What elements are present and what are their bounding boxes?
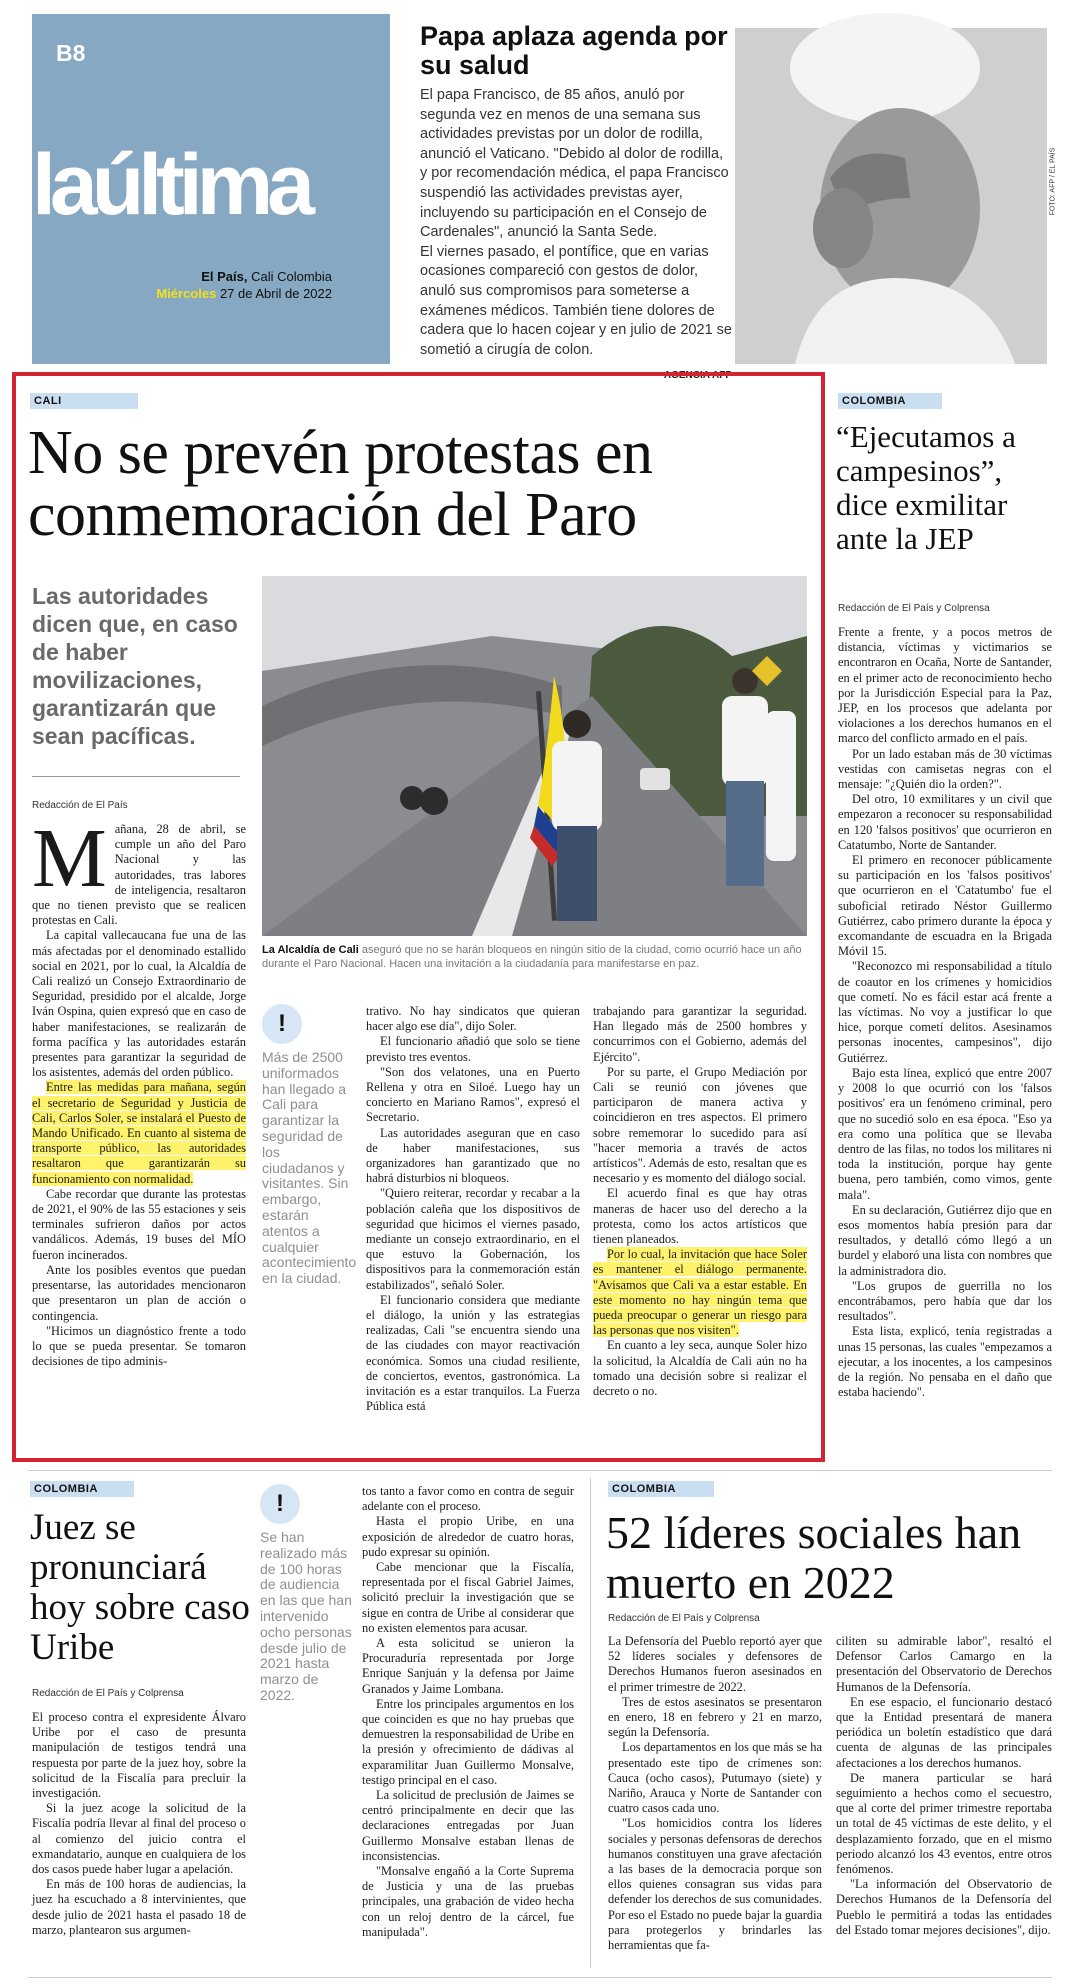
main-photo xyxy=(262,576,807,936)
pope-photo xyxy=(735,28,1057,364)
main-byline: Redacción de El País xyxy=(32,800,128,811)
exclamation-icon: ! xyxy=(262,1004,302,1044)
main-kicker: CALI xyxy=(30,393,138,409)
juez-c2-p2: Hasta el propio Uribe, en una exposición de alrededor de cuatro horas, pudo expresar su opinión. xyxy=(362,1514,574,1559)
street-scene-illustration xyxy=(262,576,807,936)
main-c1-p4: Cabe recordar que durante las protestas de 2021, el 90% de las 55 estaciones y seis terminales sufrieron daños por actos vandálicos. Además, 19 buses del MÍO fueron incinerados. xyxy=(32,1186,246,1262)
juez-alert-box xyxy=(260,1484,352,1704)
main-c2-p6: El funcionario considera que mediante el diálogo, la unión y las estrategias realizadas, Cali "se encuentra siendo una de las ciudades con mayor reactivación económica. Somos una ciudad resiliente, de conciertos, eventos, gastronómica. La invitación es a estar tranquilos. La Fuerza Pública está xyxy=(366,1292,580,1414)
juez-c2-p3: Cabe mencionar que la Fiscalía, representada por el fiscal Gabriel Jaimes, solicitó precluir la investigación que se sigue en contra de Uribe al considerar que no existen elementos para acusar. xyxy=(362,1560,574,1635)
lideres-c2-p3: De manera particular se hará seguimiento a hechos como el secuestro, que al corte del primer trimestre reportaba un total de 45 víctimas de este delito, y el desplazamiento forzado, que en el mismo periodo alcanzó los 43 eventos, entre otros fenómenos. xyxy=(836,1770,1052,1877)
main-c3-p4-highlighted: Por lo cual, la invitación que hace Soler es mantener el diálogo permanente. "Avisamos que Cali va a estar estable. En este momento no hay ningún tema que pueda preocupar o generar un riesgo para las personas que nos visiten". xyxy=(593,1247,807,1338)
lideres-p2: Tres de estos asesinatos se presentaron en enero, 18 en febrero y 21 en marzo, según la Defensoría. xyxy=(608,1694,822,1740)
juez-p3: En más de 100 horas de audiencias, la juez ha escuchado a 8 intervinientes, que desde julio de 2021 hasta el pasado 18 de marzo, plantearon sus argumen- xyxy=(32,1877,246,1937)
juez-column-1 xyxy=(32,1710,246,1938)
side-p9: Esta lista, explicó, tenía registradas a unas 15 personas, las cuales "empezamos a ejecutar, a los inocentes, a los campesinos de la región. No pensaba en el daño que estaba haciendo". xyxy=(838,1324,1052,1400)
juez-alert-text: Se han realizado más de 100 horas de audiencia en las que han intervenido ocho personas desde julio de 2021 hasta marzo de 2022. xyxy=(260,1529,352,1703)
main-c1-p3-highlighted: Entre las medidas para mañana, según el secretario de Seguridad y Justicia de Cali, Carlos Soler, se instalará el Puesto de Mando Unificado. En cuanto al sistema de transporte público, las autoridades resaltaron que garantizarán su funcionamiento con normalidad. xyxy=(32,1080,246,1186)
main-column-1 xyxy=(32,812,246,1369)
juez-kicker: COLOMBIA xyxy=(30,1481,134,1497)
lideres-column-2 xyxy=(836,1634,1052,1938)
main-column-2 xyxy=(366,1004,580,1414)
side-kicker: COLOMBIA xyxy=(838,393,942,409)
lideres-c2-p4: "La información del Observatorio de Derechos Humanos de la Defensoría del Pueblo le permitirá a todas las entidades del Estado tomar mejores decisiones", dijo. xyxy=(836,1877,1052,1937)
caption-lead: La Alcaldía de Cali xyxy=(262,944,359,956)
paper-name: El País, xyxy=(201,269,248,284)
main-c2-p5: "Quiero reiterar, recordar y recabar a la población caleña que los dispositivos de seguridad que hicimos el viernes pasado, mediante un consejo extraordinario, en el que estuvo la Gobernación, los dispositivos para la conmemoración están estabilizados", señaló Soler. xyxy=(366,1186,580,1292)
side-p1: Frente a frente, y a pocos metros de distancia, víctimas y victimarios se encontraron en Ocaña, Norte de Santander, en el primer acto de reconocimiento hecho por la Jurisdicción Especial para la Paz, JEP, en los procesos que adelanta por violaciones a los derechos humanos en el marco del conflicto armado en el país. xyxy=(838,625,1052,746)
main-alert-box xyxy=(262,1004,357,1287)
main-c2-p3: "Son dos velatones, una en Puerto Rellena y otra en Siloé. Luego hay un concierto en Mariano Ramos", expresó el Secretario. xyxy=(366,1064,580,1125)
main-alert-text: Más de 2500 uniformados han llegado a Cali para garantizar la seguridad de los ciudadanos y visitantes. Sin embargo, estarán atentos a cualquier acontecimiento en la ciudad. xyxy=(262,1049,357,1287)
main-c3-p3: El acuerdo final es que hay otras maneras de hacer uso del derecho a la protesta, como los actos artísticos que tienen planeados. xyxy=(593,1186,807,1247)
juez-p2: Si la juez acoge la solicitud de la Fiscalía podría llevar al final del proceso o al comienzo del juicio contra el exmandatario, aunque en cualquiera de los dos casos puede haber lugar a apelación. xyxy=(32,1801,246,1877)
side-column xyxy=(838,625,1052,1400)
exclamation-icon: ! xyxy=(260,1484,300,1524)
juez-c2-p1: tos tanto a favor como en contra de seguir adelante con el proceso. xyxy=(362,1484,574,1514)
deck-rule xyxy=(32,776,240,777)
side-p3: Del otro, 10 exmilitares y un civil que empezaron a reconocer su responsabilidad en 120 'falsos positivos' que ocurrieron en Catatumbo, Norte de Santander. xyxy=(838,792,1052,852)
lideres-p1: La Defensoría del Pueblo reportó ayer que 52 líderes sociales y defensores de Derechos Humanos fueron asesinados en el primer trimestre de 2022. xyxy=(608,1634,822,1694)
side-headline: “Ejecutamos a campesinos”, dice exmilitar ante la JEP xyxy=(836,419,1016,556)
paper-city: Cali Colombia xyxy=(251,269,332,284)
page-number: B8 xyxy=(56,40,86,66)
main-c3-p2: Por su parte, el Grupo Mediación por Cali se reunió con jóvenes que participaron de manera activa y coincidieron en tres aspectos. El primero sobre rememorar lo sucedido para así "hacer memoria a través de actos artísticos". Además de esto, resaltan que es necesario y es momento del diálogo social. xyxy=(593,1064,807,1186)
main-photo-caption xyxy=(262,943,807,971)
side-p6: Bajo esta línea, explicó que entre 2007 y 2008 lo que ocurrió con los 'falsos positivos' era un fenómeno criminal, pero que no sucedió solo en esa época. "Eso ya era como una política que se llevaba dentro de las filas, no todos los militares ni toda la institución, porque hay gente buena, pero también, como vimos, gente mala". xyxy=(838,1065,1052,1202)
section-title-part2: última xyxy=(91,137,309,233)
main-c1-p6: "Hicimos un diagnóstico frente a todo lo que se pueda presentar. Se tomaron decisiones de tipo adminis- xyxy=(32,1323,246,1369)
papa-body-1: El papa Francisco, de 85 años, anuló por segunda vez en menos de una semana sus actividades previstas por un dolor de rodilla, anunció el Vaticano. "Debido al dolor de rodilla, y por recomendación médica, el papa Francisco suspendió las actividades previstas ayer, incluyendo su participación en el Consejo de Cardenales", anunció la Santa Sede. xyxy=(420,87,729,241)
main-headline: No se prevén protestas en conmemoración del Paro xyxy=(28,419,653,549)
juez-c2-p6: La solicitud de preclusión de Jaimes se centró principalmente en decir que las declaraciones entregadas por Juan Guillermo Monsalve estaban llenas de inconsistencias. xyxy=(362,1788,574,1863)
juez-p1: El proceso contra el expresidente Álvaro Uribe por el caso de presunta manipulación de testigos tendrá una respuesta por parte de la juez hoy, sobre la solicitud de la Fiscalía para precluir la investigación. xyxy=(32,1710,246,1801)
column-divider xyxy=(590,1478,591,1968)
lideres-column-1 xyxy=(608,1634,822,1953)
main-c3-p5: En cuanto a ley seca, aunque Soler hizo la solicitud, la Alcaldía de Cali aún no ha tomado una decisión sobre si realizar el decreto o no. xyxy=(593,1338,807,1399)
section-divider xyxy=(28,1470,1052,1471)
juez-column-2 xyxy=(362,1484,574,1940)
caption-text: aseguró que no se harán bloqueos en ningún sitio de la ciudad, como ocurrió hace un año durante el Paro Nacional. Hacen una invitación a la ciudadanía para manifestarse en paz. xyxy=(262,944,802,970)
main-c1-p2: La capital vallecaucana fue una de las más afectadas por el denominado estallido social en 2021, por lo cual, la Alcaldía de Cali realizó un Consejo Extraordinario de Seguridad, presidido por el alcalde, Jorge Iván Ospina, quien expresó que en caso de haber manifestaciones, se realizarán de forma pacífica y las autoridades estarán presentes para garantizar la seguridad de los asistentes, además del orden público. xyxy=(32,928,246,1080)
lideres-kicker: COLOMBIA xyxy=(608,1481,714,1497)
side-byline: Redacción de El País y Colprensa xyxy=(838,603,990,614)
main-c1-p1: añana, 28 de abril, se cumple un año del Paro Nacional y las autoridades, tras labores de inteligencia, resaltaron que no tienen previsto que se realicen protestas en Cali. xyxy=(32,822,246,928)
main-column-3 xyxy=(593,1004,807,1399)
main-deck: Las autoridades dicen que, en caso de haber movilizaciones, garantizarán que sean pacíficas. xyxy=(32,583,238,749)
section-title xyxy=(32,137,309,233)
juez-c2-p7: "Monsalve engañó a la Corte Suprema de Justicia y una de las pruebas principales, una grabación de video hecha con un reloj dentro de la cárcel, fue manipulada". xyxy=(362,1864,574,1939)
lideres-p3: Los departamentos en los que más se ha presentado este tipo de crímenes son: Cauca (ocho casos), Putumayo (siete) y Nariño, Arauca y Norte de Santander con cuatro casos cada uno. xyxy=(608,1740,822,1816)
papa-agency: -AGENCIA AFP xyxy=(660,370,732,382)
main-c2-p2: El funcionario añadió que solo se tiene previsto tres eventos. xyxy=(366,1034,580,1064)
lideres-c2-p2: En ese espacio, el funcionario destacó que la Entidad presentará de manera periódica un boletín estadístico que dará cuenta de algunas de las principales afectaciones a los derechos humanos. xyxy=(836,1694,1052,1770)
section-title-part1: la xyxy=(32,137,92,233)
main-c1-p5: Ante los posibles eventos que puedan presentarse, las autoridades mencionaron que presentaron un plan de acción o contingencia. xyxy=(32,1262,246,1323)
edition-info xyxy=(32,268,332,302)
juez-byline: Redacción de El País y Colprensa xyxy=(32,1688,184,1699)
weekday: Miércoles xyxy=(156,286,217,301)
main-c3-p1: trabajando para garantizar la seguridad. Han llegado más de 2500 hombres y concurrimos con el Gobierno, además del Ejército". xyxy=(593,1004,807,1064)
main-c2-p4: Las autoridades aseguran que en caso de haber manifestaciones, sus organizadores han garantizado que no habrá disturbios ni bloqueos. xyxy=(366,1125,580,1186)
juez-c2-p4: A esta solicitud se unieron la Procuraduría representada por Jorge Enrique Sanjuán y la defensa por Jaime Granados y Jaime Lombana. xyxy=(362,1636,574,1696)
papa-story xyxy=(420,22,732,381)
side-p5: "Reconozco mi responsabilidad a título de coautor en los crímenes y homicidios que cometí. No es fácil estar acá frente a las víctimas. No voy a justificar lo que hice, porque cometí delitos. Asesinamos personas inocentes, campesinos", dijo Gutiérrez. xyxy=(838,959,1052,1065)
side-p7: En su declaración, Gutiérrez dijo que en esos momentos había presión para dar resultados, y detalló cómo llegó a un burdel y elaboró una lista con nombres que la administradora dio. xyxy=(838,1202,1052,1278)
lideres-p4: "Los homicidios contra los líderes sociales y personas defensoras de derechos humanos constituyen una grave afectación a las bases de la democracia porque son ellos quienes consagran sus vidas para defender los derechos de sus comunidades. Por eso el Estado no puede bajar la guardia para protegerlos y brindarles las herramientas que fa- xyxy=(608,1816,823,1953)
side-p8: "Los grupos de guerrilla no los encontrábamos, pero había que dar los resultados". xyxy=(838,1278,1052,1324)
juez-headline: Juez se pronunciará hoy sobre caso Uribe xyxy=(30,1507,250,1668)
juez-c2-p5: Entre los principales argumentos en los que coinciden es que no hay pruebas que demuestren la responsabilidad de Uribe en la presión y ofrecimiento de dádivas al exparamilitar Juan Guillermo Monsalve, testigo principal en el caso. xyxy=(362,1696,574,1787)
section-masthead xyxy=(32,14,390,364)
pope-photo-credit: FOTO: AFP / EL PAÍS xyxy=(1049,147,1057,216)
papa-headline: Papa aplaza agenda por su salud xyxy=(420,21,728,80)
dropcap: M xyxy=(32,812,107,905)
main-c2-p1: trativo. No hay sindicatos que quieran hacer algo ese día", dijo Soler. xyxy=(366,1004,580,1034)
edition-date: 27 de Abril de 2022 xyxy=(219,286,332,301)
lideres-c2-p1: ciliten su admirable labor", resaltó el Defensor Carlos Camargo en la presentación del Observatorio de Derechos Humanos de la Defensoría. xyxy=(836,1634,1052,1694)
papa-body-2: El viernes pasado, el pontífice, que en varias ocasiones compareció con gestos de dolor, anuló sus compromisos para someterse a exámenes médicos. También tiene dolores de cadera que lo hacen cojear y en julio de 2021 se sometió a cirugía de colon. xyxy=(420,243,732,358)
lideres-headline: 52 líderes sociales han muerto en 2022 xyxy=(606,1507,1022,1608)
lideres-byline: Redacción de El País y Colprensa xyxy=(608,1613,760,1624)
side-p2: Por un lado estaban más de 30 víctimas vestidas con camisetas negras con el mensaje: "¿Quién dio la orden?". xyxy=(838,746,1052,792)
pope-illustration xyxy=(735,28,1047,364)
side-p4: El primero en reconocer públicamente su participación en los 'falsos positivos' que ocurrieron en el 'Catatumbo' fue el suboficial retirado Néstor Guillermo Gutiérrez, cabo primero durante la época y excomandante de escuadra en la Brigada Móvil 15. xyxy=(838,853,1052,959)
page-bottom-rule xyxy=(28,1977,1052,1978)
